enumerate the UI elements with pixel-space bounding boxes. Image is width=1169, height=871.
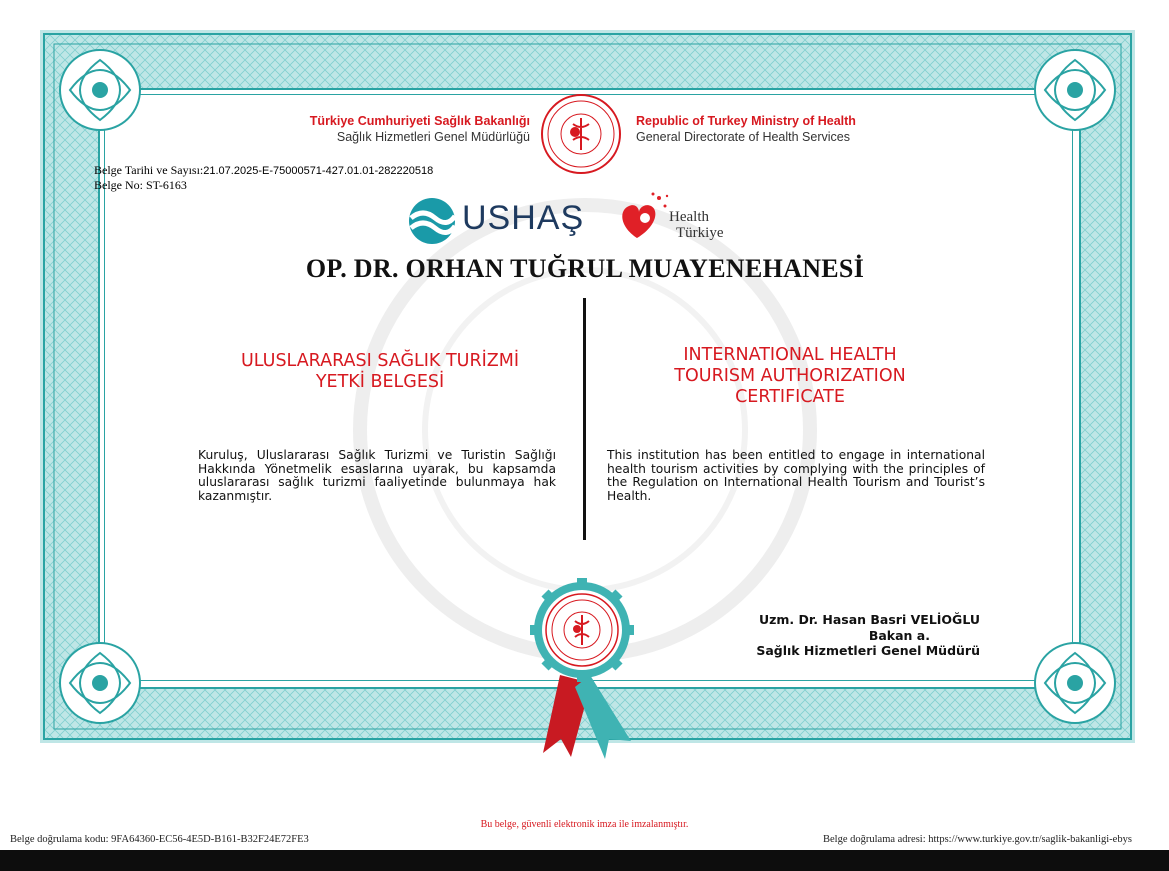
corner-ornament-icon	[1025, 633, 1125, 733]
document-number: Belge No: ST-6163	[94, 178, 187, 192]
signatory-role: Bakan a.	[868, 627, 930, 643]
corner-ornament-icon	[50, 40, 150, 140]
center-divider	[583, 298, 586, 540]
ministry-name-en: Republic of Turkey Ministry of Health	[636, 114, 856, 128]
description-en: This institution has been entitled to engage in international health tourism activities by complying with the principles of the Regulation on International Health Tourism and Tourist’s Health.	[607, 448, 985, 503]
title-en-line2: TOURISM AUTHORIZATION	[674, 366, 906, 386]
directorate-name-en: General Directorate of Health Services	[636, 130, 850, 144]
certificate-title-tr	[190, 351, 570, 393]
ushas-wave-icon	[405, 196, 459, 246]
verification-code: Belge doğrulama kodu: 9FA64360-EC56-4E5D-B161-B32F24E72FE3	[10, 834, 309, 845]
signatory-office: Sağlık Hizmetleri Genel Müdürü	[756, 643, 980, 658]
rosette-seal-icon	[505, 575, 665, 760]
certificate-title-en	[600, 345, 980, 408]
title-en-line3: CERTIFICATE	[735, 387, 845, 407]
bottom-bar	[0, 850, 1169, 871]
corner-ornament-icon	[50, 633, 150, 733]
description-tr: Kuruluş, Uluslararası Sağlık Turizmi ve Turistin Sağlığı Hakkında Yönetmelik esaslarına uyarak, bu kapsamda uluslararası sağlık turizmi faaliyetinde bulunmaya hak kazanmıştır.	[198, 448, 556, 503]
corner-ornament-icon	[1025, 40, 1125, 140]
directorate-name-tr: Sağlık Hizmetleri Genel Müdürlüğü	[336, 130, 530, 144]
document-date-line	[94, 163, 433, 178]
ushas-logo-text: USHAŞ	[462, 199, 585, 237]
verification-address: Belge doğrulama adresi: https://www.turkiye.gov.tr/saglik-bakanligi-ebys	[823, 834, 1132, 845]
title-tr-line2: YETKİ BELGESİ	[315, 372, 445, 392]
signatory-name: Uzm. Dr. Hasan Basri VELİOĞLU	[758, 612, 980, 627]
ministry-name-tr: Türkiye Cumhuriyeti Sağlık Bakanlığı	[309, 114, 530, 128]
title-en-line1: INTERNATIONAL HEALTH	[683, 345, 897, 365]
title-tr-line1: ULUSLARARASI SAĞLIK TURİZMİ	[240, 351, 520, 371]
signature-block	[710, 612, 980, 659]
turkiye-logo-text: Türkiye	[676, 225, 724, 241]
institution-name: OP. DR. ORHAN TUĞRUL MUAYENEHANESİ	[305, 254, 865, 283]
esign-note: Bu belge, güvenli elektronik imza ile imzalanmıştır.	[480, 819, 689, 830]
health-logo-text: Health	[669, 209, 709, 225]
ministry-seal-icon	[533, 92, 629, 176]
health-turkiye-heart-icon	[615, 188, 677, 244]
date-label: Belge Tarihi ve Sayısı:	[94, 163, 204, 177]
date-value: 21.07.2025-E-75000571-427.01.01-282220518	[203, 165, 434, 177]
